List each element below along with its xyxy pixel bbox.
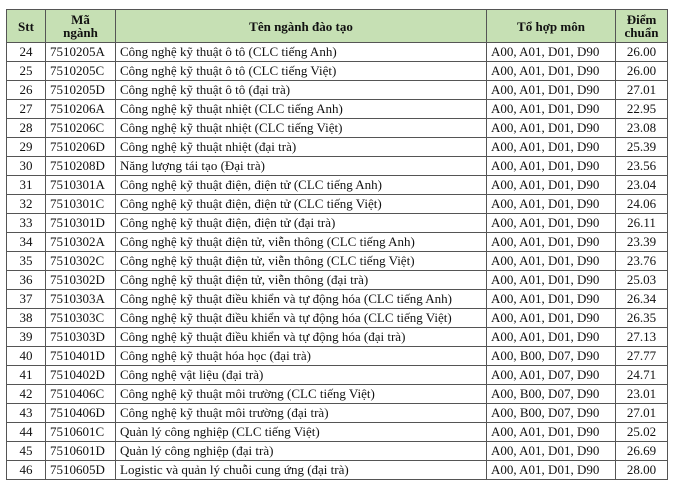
header-code-line1: Mã <box>71 12 90 27</box>
header-stt: Stt <box>7 10 46 43</box>
row-cutoff-score: 26.69 <box>616 442 668 461</box>
header-code <box>46 10 116 43</box>
row-major-name: Công nghệ kỹ thuật hóa học (đại trà) <box>116 347 487 366</box>
row-major-name: Công nghệ kỹ thuật nhiệt (CLC tiếng Việt) <box>116 119 487 138</box>
row-major-name: Công nghệ kỹ thuật điều khiển và tự động hóa (CLC tiếng Anh) <box>116 290 487 309</box>
row-subject-combo: A00, A01, D01, D90 <box>487 100 616 119</box>
row-major-name: Năng lượng tái tạo (Đại trà) <box>116 157 487 176</box>
row-major-name: Công nghệ kỹ thuật môi trường (CLC tiếng Việt) <box>116 385 487 404</box>
table-row <box>7 233 668 252</box>
row-major-name: Quản lý công nghiệp (đại trà) <box>116 442 487 461</box>
row-stt: 46 <box>7 461 46 480</box>
row-major-code: 7510301C <box>46 195 116 214</box>
row-stt: 26 <box>7 81 46 100</box>
row-major-code: 7510402D <box>46 366 116 385</box>
row-stt: 31 <box>7 176 46 195</box>
row-cutoff-score: 22.95 <box>616 100 668 119</box>
row-major-name: Công nghệ kỹ thuật ô tô (CLC tiếng Anh) <box>116 43 487 62</box>
row-cutoff-score: 26.34 <box>616 290 668 309</box>
row-cutoff-score: 24.71 <box>616 366 668 385</box>
row-subject-combo: A00, A01, D01, D90 <box>487 442 616 461</box>
row-major-name: Công nghệ kỹ thuật điều khiển và tự động hóa (CLC tiếng Việt) <box>116 309 487 328</box>
row-stt: 36 <box>7 271 46 290</box>
table-row <box>7 461 668 480</box>
row-major-code: 7510302D <box>46 271 116 290</box>
row-cutoff-score: 23.04 <box>616 176 668 195</box>
row-cutoff-score: 27.01 <box>616 81 668 100</box>
table-row <box>7 100 668 119</box>
row-subject-combo: A00, A01, D01, D90 <box>487 309 616 328</box>
row-major-name: Công nghệ kỹ thuật nhiệt (đại trà) <box>116 138 487 157</box>
header-score-line1: Điểm <box>626 12 657 27</box>
row-subject-combo: A00, A01, D01, D90 <box>487 119 616 138</box>
table-row <box>7 195 668 214</box>
row-major-name: Công nghệ kỹ thuật nhiệt (CLC tiếng Anh) <box>116 100 487 119</box>
row-major-name: Công nghệ kỹ thuật điều khiển và tự động hóa (đại trà) <box>116 328 487 347</box>
row-major-code: 7510205D <box>46 81 116 100</box>
row-subject-combo: A00, A01, D01, D90 <box>487 328 616 347</box>
row-stt: 29 <box>7 138 46 157</box>
row-major-name: Công nghệ kỹ thuật ô tô (đại trà) <box>116 81 487 100</box>
row-subject-combo: A00, A01, D01, D90 <box>487 214 616 233</box>
row-cutoff-score: 25.02 <box>616 423 668 442</box>
row-major-name: Công nghệ kỹ thuật điện tử, viễn thông (CLC tiếng Anh) <box>116 233 487 252</box>
row-major-code: 7510206D <box>46 138 116 157</box>
table-row <box>7 138 668 157</box>
row-stt: 34 <box>7 233 46 252</box>
header-score-line2: chuẩn <box>624 25 659 40</box>
row-cutoff-score: 27.01 <box>616 404 668 423</box>
row-major-name: Công nghệ kỹ thuật môi trường (đại trà) <box>116 404 487 423</box>
row-stt: 38 <box>7 309 46 328</box>
row-stt: 30 <box>7 157 46 176</box>
table-row <box>7 328 668 347</box>
header-score <box>616 10 668 43</box>
row-stt: 25 <box>7 62 46 81</box>
table-row <box>7 309 668 328</box>
row-stt: 24 <box>7 43 46 62</box>
row-cutoff-score: 26.11 <box>616 214 668 233</box>
row-cutoff-score: 27.13 <box>616 328 668 347</box>
table-header <box>7 10 668 43</box>
table-row <box>7 423 668 442</box>
row-cutoff-score: 25.03 <box>616 271 668 290</box>
row-stt: 41 <box>7 366 46 385</box>
row-major-name: Công nghệ kỹ thuật điện, điện tử (đại trà) <box>116 214 487 233</box>
row-major-name: Công nghệ kỹ thuật điện, điện tử (CLC tiếng Anh) <box>116 176 487 195</box>
row-cutoff-score: 26.35 <box>616 309 668 328</box>
header-combo: Tổ hợp môn <box>487 10 616 43</box>
table-row <box>7 347 668 366</box>
row-stt: 37 <box>7 290 46 309</box>
table-row <box>7 252 668 271</box>
row-subject-combo: A00, A01, D07, D90 <box>487 366 616 385</box>
row-subject-combo: A00, A01, D01, D90 <box>487 138 616 157</box>
row-major-code: 7510303C <box>46 309 116 328</box>
row-major-code: 7510303A <box>46 290 116 309</box>
row-stt: 35 <box>7 252 46 271</box>
row-major-code: 7510208D <box>46 157 116 176</box>
row-cutoff-score: 23.39 <box>616 233 668 252</box>
row-subject-combo: A00, A01, D01, D90 <box>487 176 616 195</box>
header-code-line2: ngành <box>63 25 98 40</box>
header-row <box>7 10 668 43</box>
row-subject-combo: A00, B00, D07, D90 <box>487 347 616 366</box>
row-stt: 45 <box>7 442 46 461</box>
row-subject-combo: A00, A01, D01, D90 <box>487 62 616 81</box>
row-cutoff-score: 26.00 <box>616 43 668 62</box>
row-major-name: Logistic và quản lý chuỗi cung ứng (đại trà) <box>116 461 487 480</box>
row-major-code: 7510406C <box>46 385 116 404</box>
row-major-code: 7510605D <box>46 461 116 480</box>
row-major-code: 7510301A <box>46 176 116 195</box>
row-cutoff-score: 24.06 <box>616 195 668 214</box>
row-stt: 43 <box>7 404 46 423</box>
row-stt: 33 <box>7 214 46 233</box>
row-major-code: 7510301D <box>46 214 116 233</box>
row-subject-combo: A00, A01, D01, D90 <box>487 195 616 214</box>
row-major-name: Quản lý công nghiệp (CLC tiếng Việt) <box>116 423 487 442</box>
table-row <box>7 176 668 195</box>
row-stt: 39 <box>7 328 46 347</box>
row-stt: 40 <box>7 347 46 366</box>
row-cutoff-score: 26.00 <box>616 62 668 81</box>
row-subject-combo: A00, A01, D01, D90 <box>487 81 616 100</box>
row-stt: 27 <box>7 100 46 119</box>
row-stt: 42 <box>7 385 46 404</box>
row-subject-combo: A00, B00, D07, D90 <box>487 385 616 404</box>
table-row <box>7 404 668 423</box>
row-major-code: 7510205C <box>46 62 116 81</box>
row-cutoff-score: 23.76 <box>616 252 668 271</box>
row-major-code: 7510302C <box>46 252 116 271</box>
row-cutoff-score: 28.00 <box>616 461 668 480</box>
row-major-code: 7510302A <box>46 233 116 252</box>
table-row <box>7 271 668 290</box>
header-name: Tên ngành đào tạo <box>116 10 487 43</box>
table-row <box>7 442 668 461</box>
row-major-name: Công nghệ kỹ thuật điện tử, viễn thông (đại trà) <box>116 271 487 290</box>
row-major-name: Công nghệ vật liệu (đại trà) <box>116 366 487 385</box>
admission-score-table-container <box>6 9 668 480</box>
table-row <box>7 43 668 62</box>
table-row <box>7 62 668 81</box>
row-major-code: 7510401D <box>46 347 116 366</box>
admission-score-table <box>6 9 668 480</box>
row-major-code: 7510206C <box>46 119 116 138</box>
row-subject-combo: A00, A01, D01, D90 <box>487 271 616 290</box>
row-subject-combo: A00, B00, D07, D90 <box>487 404 616 423</box>
row-major-code: 7510601C <box>46 423 116 442</box>
row-subject-combo: A00, A01, D01, D90 <box>487 43 616 62</box>
row-subject-combo: A00, A01, D01, D90 <box>487 290 616 309</box>
row-cutoff-score: 23.56 <box>616 157 668 176</box>
row-stt: 32 <box>7 195 46 214</box>
row-cutoff-score: 23.01 <box>616 385 668 404</box>
table-row <box>7 385 668 404</box>
row-major-code: 7510601D <box>46 442 116 461</box>
row-subject-combo: A00, A01, D01, D90 <box>487 252 616 271</box>
table-row <box>7 214 668 233</box>
row-major-name: Công nghệ kỹ thuật điện tử, viễn thông (CLC tiếng Việt) <box>116 252 487 271</box>
table-body <box>7 43 668 480</box>
row-major-name: Công nghệ kỹ thuật ô tô (CLC tiếng Việt) <box>116 62 487 81</box>
row-stt: 28 <box>7 119 46 138</box>
row-subject-combo: A00, A01, D01, D90 <box>487 461 616 480</box>
table-row <box>7 157 668 176</box>
table-row <box>7 290 668 309</box>
row-subject-combo: A00, A01, D01, D90 <box>487 233 616 252</box>
table-row <box>7 119 668 138</box>
row-cutoff-score: 27.77 <box>616 347 668 366</box>
row-major-code: 7510303D <box>46 328 116 347</box>
row-cutoff-score: 25.39 <box>616 138 668 157</box>
table-row <box>7 366 668 385</box>
table-row <box>7 81 668 100</box>
row-major-code: 7510406D <box>46 404 116 423</box>
row-major-code: 7510205A <box>46 43 116 62</box>
row-stt: 44 <box>7 423 46 442</box>
row-subject-combo: A00, A01, D01, D90 <box>487 423 616 442</box>
row-major-name: Công nghệ kỹ thuật điện, điện tử (CLC tiếng Việt) <box>116 195 487 214</box>
row-cutoff-score: 23.08 <box>616 119 668 138</box>
row-subject-combo: A00, A01, D01, D90 <box>487 157 616 176</box>
row-major-code: 7510206A <box>46 100 116 119</box>
